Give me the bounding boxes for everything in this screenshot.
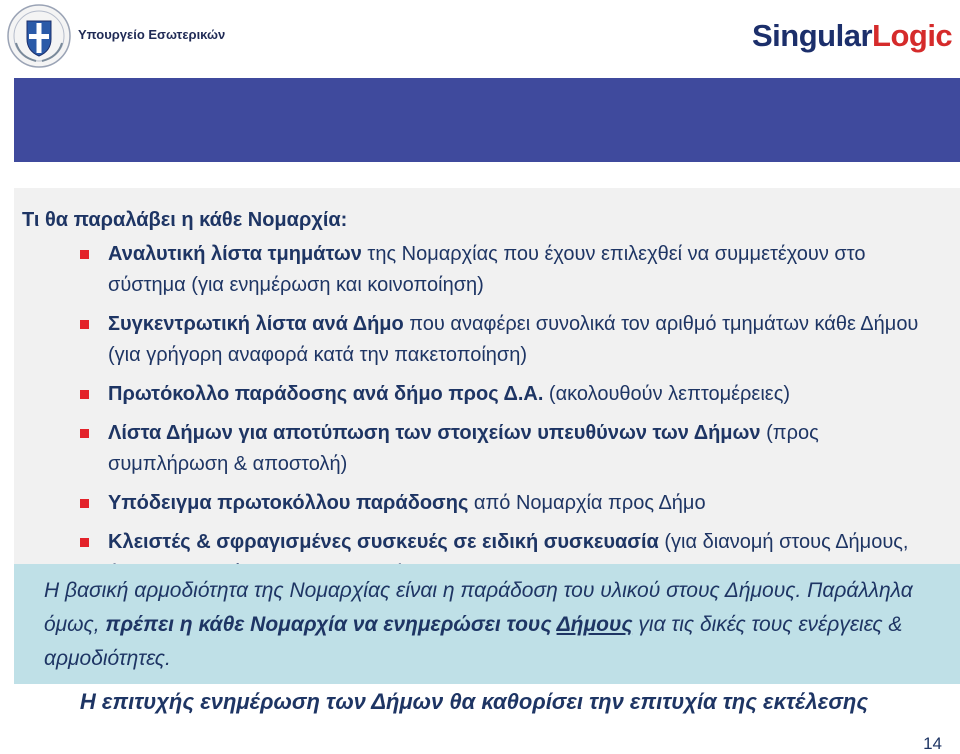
bullet-item <box>80 309 920 371</box>
resp-emphasis <box>105 613 632 636</box>
brand-logo-part2: Logic <box>872 18 953 53</box>
resp-part3: Δήμους <box>556 613 633 636</box>
intro-text: Τι θα παραλάβει η κάθε Νομαρχία: <box>22 209 348 231</box>
bullet-bold: Πρωτόκολλο παράδοσης ανά δήμο προς Δ.Α. <box>108 383 544 405</box>
bullet-rest: (προς συμπλήρωση & αποστολή) <box>108 422 819 475</box>
bullet-square-icon <box>80 250 89 259</box>
bullet-bold: Αναλυτική λίστα τμημάτων <box>108 243 362 265</box>
responsibility-text <box>44 574 939 676</box>
resp-part1: Η βασική αρμοδιότητα της Νομαρχίας είναι η παράδοση του υλικού στους Δήμους. Παράλληλα όμως, <box>44 579 913 636</box>
conclusion-text: Η επιτυχής ενημέρωση των Δήμων θα καθορίσει την επιτυχία της εκτέλεσης <box>79 689 869 714</box>
bullet-rest: που αναφέρει συνολικά τον αριθμό τμημάτων κάθε Δήμου (για γρήγορη αναφορά κατά την πακετοποίηση) <box>108 313 919 366</box>
bullet-item <box>80 488 920 519</box>
bullet-item <box>80 239 920 301</box>
brand-logo-part1: Singular <box>752 18 873 53</box>
bullet-bold: Κλειστές & σφραγισμένες συσκευές σε ειδική συσκευασία <box>108 531 659 553</box>
bullet-rest: (για διανομή στους Δήμους, <box>664 531 909 553</box>
bullet-square-icon <box>80 499 89 508</box>
bullet-bold: Συγκεντρωτική λίστα ανά Δήμο <box>108 313 404 335</box>
title-box <box>14 78 960 162</box>
bullet-rest: από Νομαρχία προς Δήμο <box>468 492 706 514</box>
bullet-item <box>80 379 920 410</box>
bullet-rest: της Νομαρχίας που έχουν επιλεχθεί να συμμετέχουν στο σύστημα (για ενημέρωση και κοινοποίηση) <box>108 243 866 296</box>
slide-title: Υλικό SRT <box>418 27 556 58</box>
bullet-square-icon <box>80 429 89 438</box>
bullet-square-icon <box>80 538 89 547</box>
title-band <box>0 78 960 162</box>
resp-part2: πρέπει η κάθε Νομαρχία να ενημερώσει τους <box>105 613 557 636</box>
bullet-bold: Λίστα Δήμων για αποτύπωση των στοιχείων υπευθύνων των Δήμων <box>108 422 761 444</box>
resp-part4: για τις δικές τους ενέργειες & αρμοδιότητες. <box>44 613 903 670</box>
bullet-square-icon <box>80 320 89 329</box>
responsibility-box <box>14 564 960 684</box>
ministry-label: Υπουργείο Εσωτερικών <box>78 27 226 42</box>
bullet-bold: Υπόδειγμα πρωτοκόλλου παράδοσης <box>108 492 469 514</box>
bullet-item <box>80 418 920 480</box>
bullet-square-icon <box>80 390 89 399</box>
bullet-rest: (ακολουθούν λεπτομέρειες) <box>543 383 790 405</box>
page-number: 14 <box>923 734 942 753</box>
bullet-list <box>80 239 920 597</box>
